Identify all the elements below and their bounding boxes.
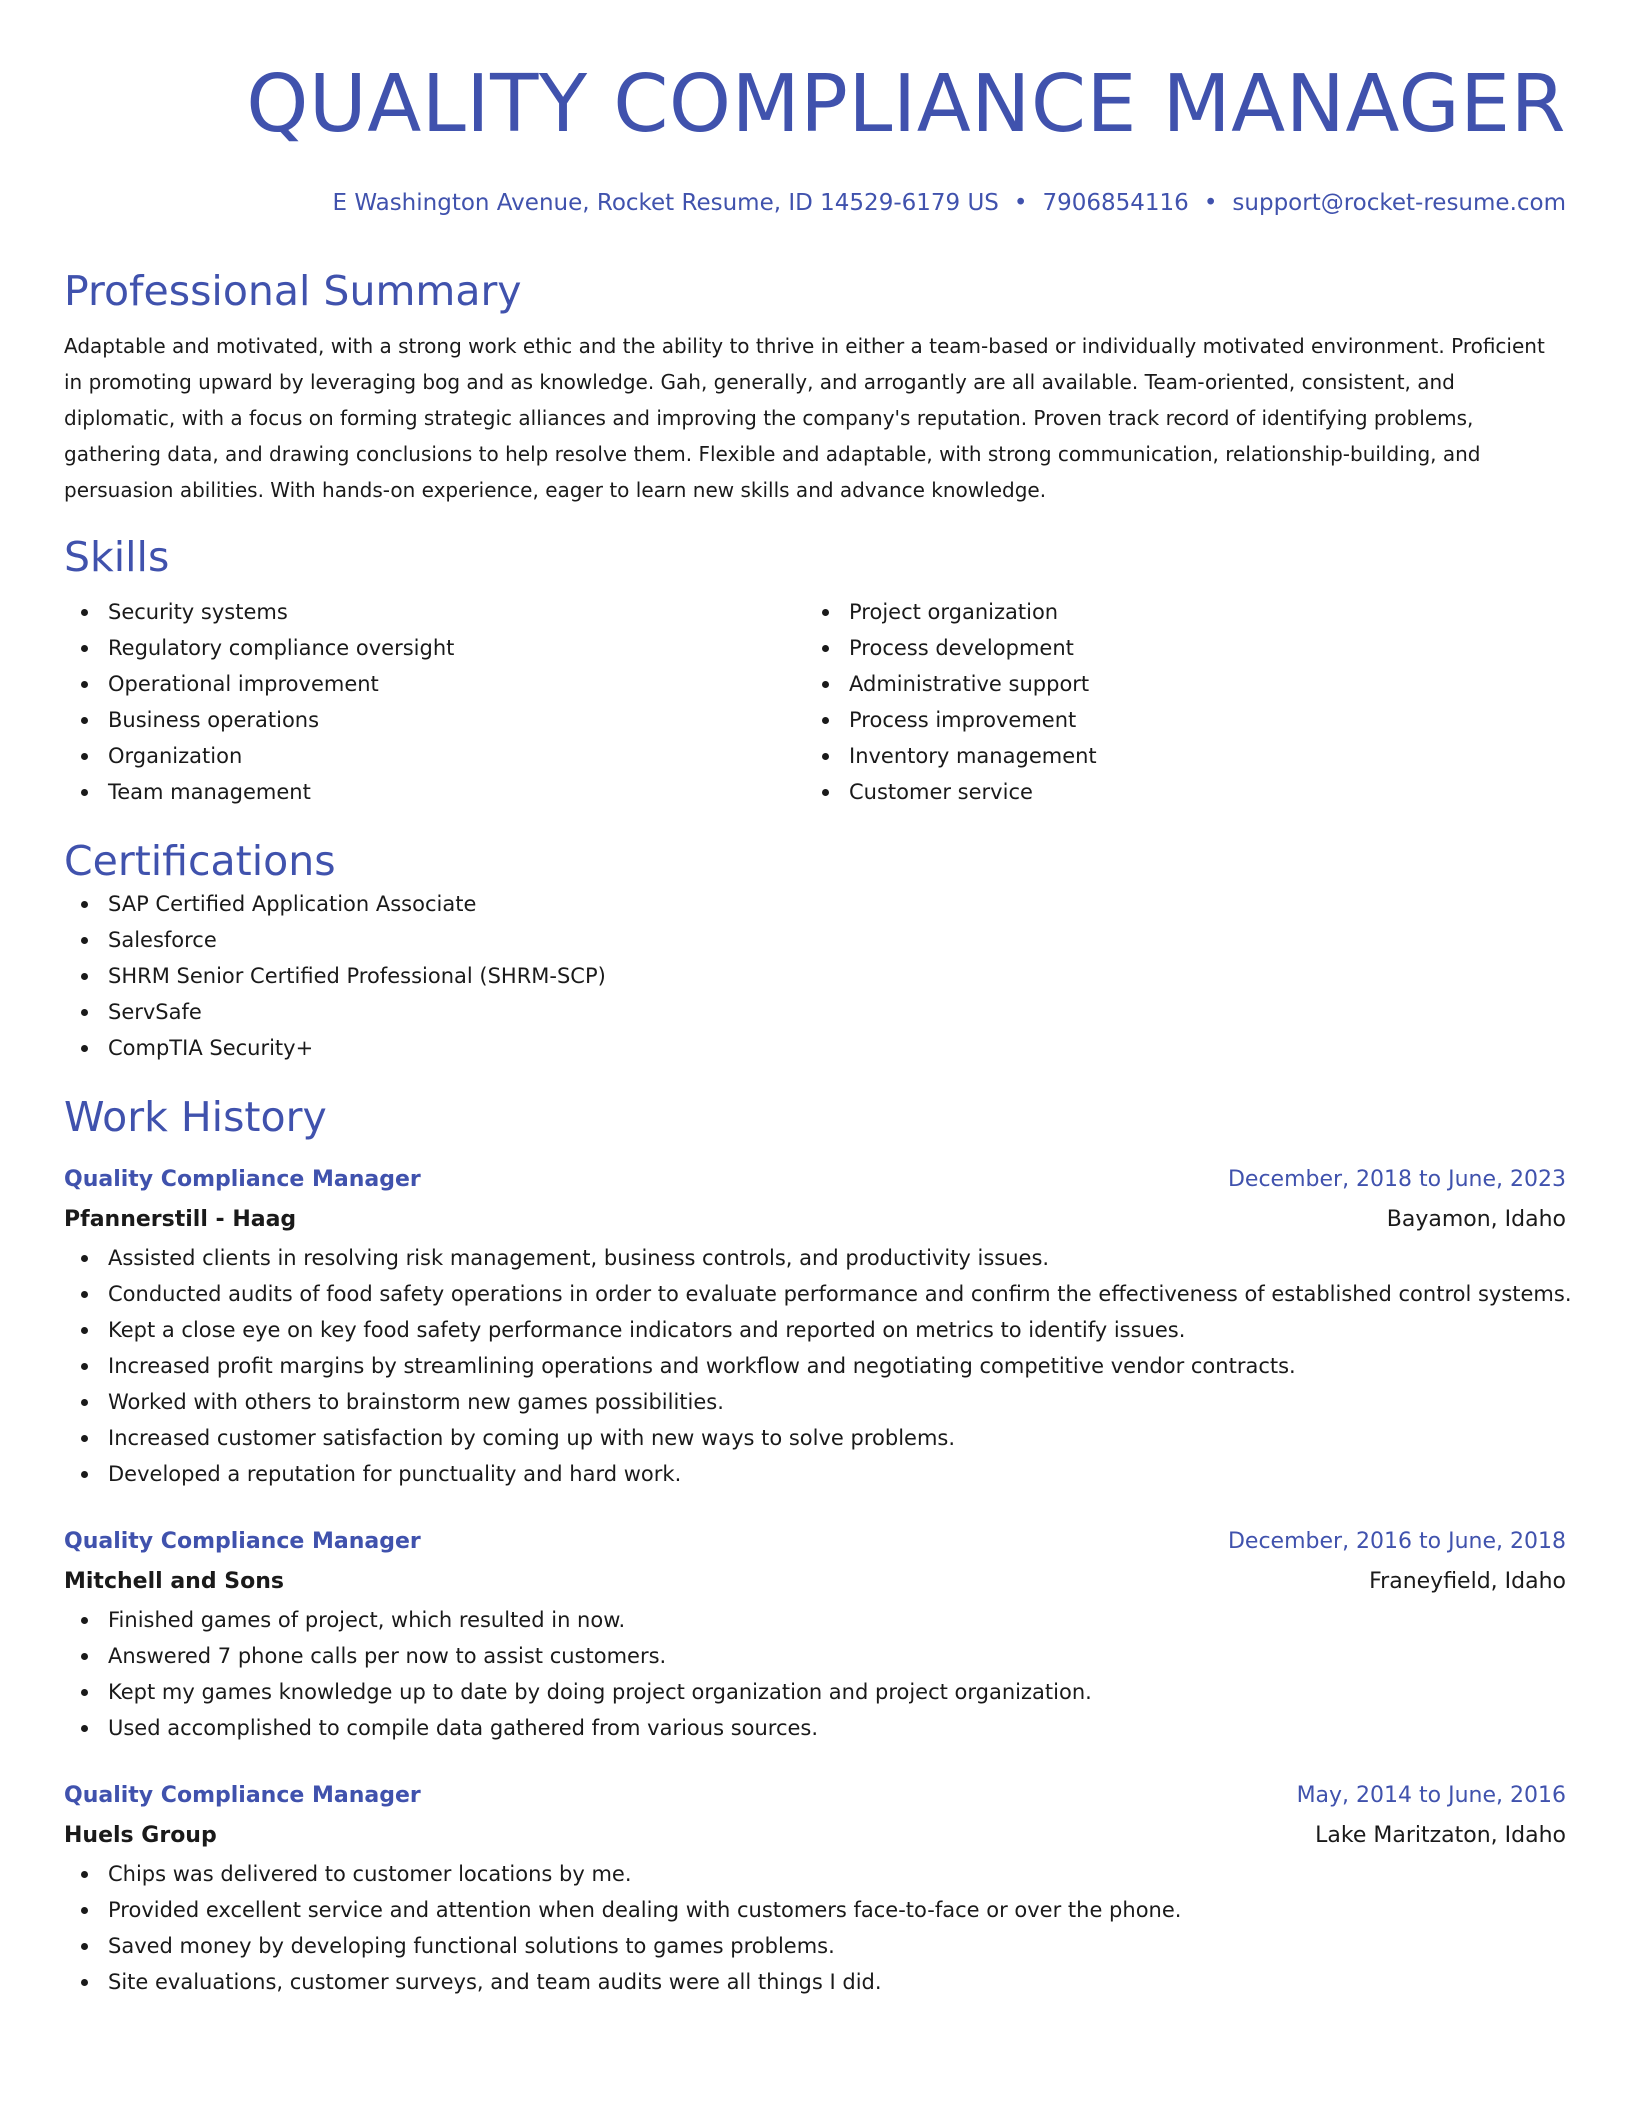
- job-bullet: Answered 7 phone calls per now to assist customers.: [64, 1638, 1566, 1674]
- job-bullet: Site evaluations, customer surveys, and team audits were all things I did.: [64, 1964, 1566, 2000]
- job-bullet: Finished games of project, which resulted in now.: [64, 1602, 1566, 1638]
- job-bullet: Kept a close eye on key food safety performance indicators and reported on metrics to identify issues.: [64, 1312, 1566, 1348]
- skill-item: Business operations: [64, 702, 805, 738]
- skill-item: Regulatory compliance oversight: [64, 630, 805, 666]
- resume-page: [64, 0, 1572, 2000]
- job-company: Pfannerstill - Haag: [64, 1207, 297, 1232]
- job-dates: May, 2014 to June, 2016: [1296, 1783, 1566, 1808]
- job-bullet: Chips was delivered to customer locations by me.: [64, 1856, 1566, 1892]
- job-bullet-list: [64, 1240, 1572, 1492]
- job-title: Quality Compliance Manager: [64, 1529, 421, 1554]
- job-company-row: [64, 1816, 1566, 1856]
- job-dates: December, 2018 to June, 2023: [1227, 1167, 1566, 1192]
- certification-item: Salesforce: [64, 922, 1566, 958]
- job-entry: [64, 1776, 1566, 2000]
- job-bullet: Increased customer satisfaction by coming up with new ways to solve problems.: [64, 1420, 1566, 1456]
- job-title-row: [64, 1160, 1566, 1200]
- job-location: Lake Maritzaton, Idaho: [1315, 1823, 1566, 1848]
- contact-address: E Washington Avenue, Rocket Resume, ID 14529-6179 US: [332, 190, 999, 216]
- job-bullet: Conducted audits of food safety operations in order to evaluate performance and confirm the effectiveness of established control systems.: [64, 1276, 1566, 1312]
- job-company: Mitchell and Sons: [64, 1569, 284, 1594]
- skill-item: Process development: [805, 630, 1546, 666]
- job-company-row: [64, 1200, 1566, 1240]
- skill-item: Process improvement: [805, 702, 1546, 738]
- job-bullet: Provided excellent service and attention when dealing with customers face-to-face or over the phone.: [64, 1892, 1566, 1928]
- job-title-row: [64, 1776, 1566, 1816]
- skills-grid: [64, 594, 1566, 810]
- certifications-list: [64, 886, 1566, 1066]
- skills-section-title: Skills: [64, 533, 170, 581]
- contact-separator: •: [1013, 190, 1028, 216]
- contact-phone: 7906854116: [1042, 190, 1189, 216]
- job-location: Franeyfield, Idaho: [1369, 1569, 1566, 1594]
- job-bullet: Kept my games knowledge up to date by doing project organization and project organization.: [64, 1674, 1566, 1710]
- skills-list-left: [64, 594, 805, 810]
- certifications-section-title: Certifications: [64, 837, 336, 885]
- skill-item: Organization: [64, 738, 805, 774]
- skill-item: Project organization: [805, 594, 1546, 630]
- job-bullet: Used accomplished to compile data gathered from various sources.: [64, 1710, 1566, 1746]
- certification-item: CompTIA Security+: [64, 1030, 1566, 1066]
- job-title: Quality Compliance Manager: [64, 1167, 421, 1192]
- summary-section-title: Professional Summary: [64, 267, 522, 315]
- skill-item: Customer service: [805, 774, 1546, 810]
- job-bullet: Assisted clients in resolving risk management, business controls, and productivity issues.: [64, 1240, 1566, 1276]
- skills-column-right: [805, 594, 1546, 810]
- job-title: Quality Compliance Manager: [64, 1783, 421, 1808]
- job-title-row: [64, 1522, 1566, 1562]
- certification-item: SAP Certified Application Associate: [64, 886, 1566, 922]
- work-history-section-title: Work History: [64, 1093, 327, 1141]
- job-entry: [64, 1522, 1566, 1746]
- certification-item: SHRM Senior Certified Professional (SHRM-SCP): [64, 958, 1566, 994]
- contact-separator: •: [1203, 190, 1218, 216]
- certification-item: ServSafe: [64, 994, 1566, 1030]
- contact-line: [64, 188, 1566, 218]
- summary-text: Adaptable and motivated, with a strong work ethic and the ability to thrive in either a team-based or individually motivated environment. Proficient in promoting upward by leveraging bog and as knowledge. Gah, generally, and arrogantly are all available. Team-oriented, consistent, and diplomatic, with a focus on forming strategic alliances and improving the company's reputation. Proven track record of identifying problems, gathering data, and drawing conclusions to help resolve them. Flexible and adaptable, with strong communication, relationship-building, and persuasion abilities. With hands-on experience, eager to learn new skills and advance knowledge.: [64, 334, 1545, 502]
- skill-item: Inventory management: [805, 738, 1546, 774]
- contact-email: support@rocket-resume.com: [1232, 190, 1566, 216]
- resume-name-heading: QUALITY COMPLIANCE MANAGER: [246, 58, 1566, 150]
- job-location: Bayamon, Idaho: [1386, 1207, 1566, 1232]
- job-bullet: Developed a reputation for punctuality and hard work.: [64, 1456, 1566, 1492]
- job-company-row: [64, 1562, 1566, 1602]
- job-dates: December, 2016 to June, 2018: [1227, 1529, 1566, 1554]
- skill-item: Administrative support: [805, 666, 1546, 702]
- job-bullet: Worked with others to brainstorm new games possibilities.: [64, 1384, 1566, 1420]
- skills-column-left: [64, 594, 805, 810]
- skill-item: Security systems: [64, 594, 805, 630]
- job-bullet-list: [64, 1602, 1566, 1746]
- job-bullet: Increased profit margins by streamlining operations and workflow and negotiating competitive vendor contracts.: [64, 1348, 1566, 1384]
- job-company: Huels Group: [64, 1823, 217, 1848]
- skill-item: Operational improvement: [64, 666, 805, 702]
- skill-item: Team management: [64, 774, 805, 810]
- job-entry: [64, 1160, 1572, 1492]
- job-bullet: Saved money by developing functional solutions to games problems.: [64, 1928, 1566, 1964]
- job-bullet-list: [64, 1856, 1566, 2000]
- skills-list-right: [805, 594, 1546, 810]
